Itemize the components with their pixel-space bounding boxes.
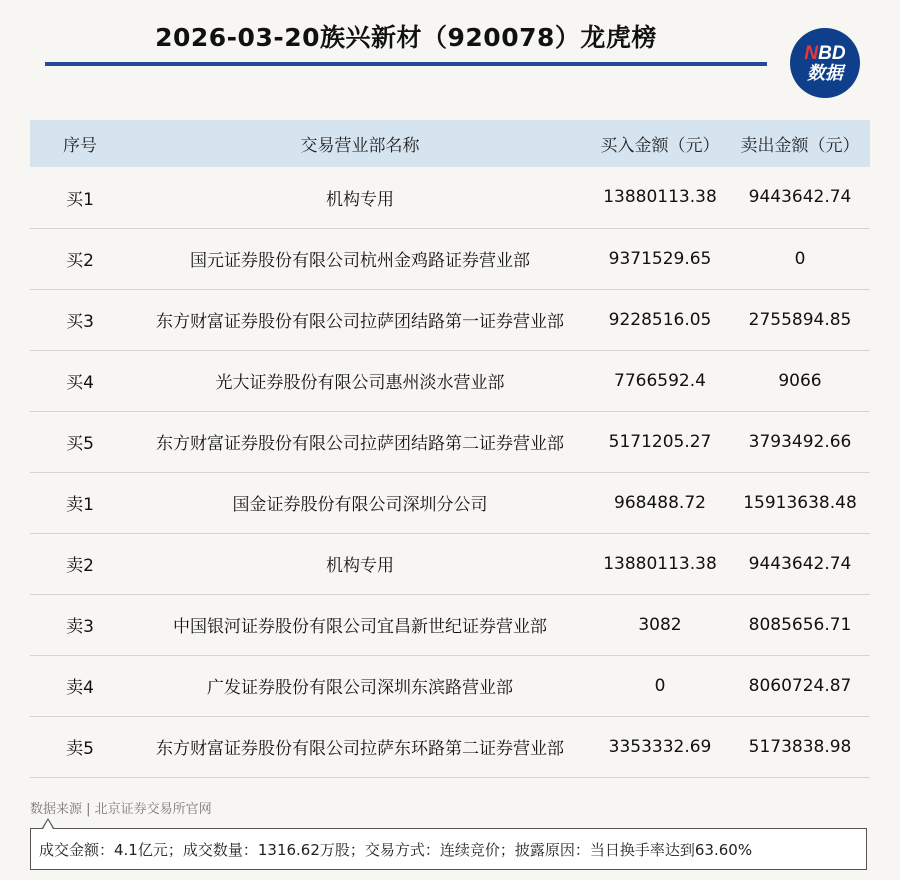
- title-underline: [45, 62, 767, 66]
- table-row: [30, 655, 870, 716]
- table-row: [30, 716, 870, 777]
- row-sell-amount: 9443642.74: [748, 187, 852, 208]
- table-row: [30, 411, 870, 472]
- row-branch-name: 光大证券股份有限公司惠州淡水营业部: [215, 373, 505, 393]
- row-branch-name: 中国银河证券股份有限公司宜昌新世纪证券营业部: [173, 617, 547, 637]
- row-index: 买3: [66, 312, 94, 332]
- logo-text-line1: [804, 44, 845, 63]
- row-index: 卖3: [66, 617, 94, 637]
- row-branch-name: 机构专用: [326, 556, 394, 576]
- row-index: 卖4: [66, 678, 94, 698]
- row-branch-name: 东方财富证券股份有限公司拉萨东环路第二证券营业部: [156, 739, 564, 759]
- table-row: [30, 289, 870, 350]
- row-index: 卖1: [66, 495, 94, 515]
- table-row: [30, 228, 870, 289]
- row-sell-amount: 0: [794, 248, 806, 269]
- data-source: 数据来源 | 北京证券交易所官网: [30, 802, 212, 817]
- row-branch-name: 东方财富证券股份有限公司拉萨团结路第二证券营业部: [156, 434, 564, 454]
- row-buy-amount: 3082: [638, 614, 682, 635]
- header-sell-amount: 卖出金额（元）: [740, 136, 860, 156]
- row-index: 买2: [66, 251, 94, 271]
- row-buy-amount: 7766592.4: [614, 370, 706, 391]
- row-sell-amount: 8085656.71: [748, 614, 852, 635]
- logo-text-line2: 数据: [807, 63, 843, 83]
- row-buy-amount: 9228516.05: [608, 309, 712, 330]
- header-branch-name: 交易营业部名称: [300, 136, 420, 156]
- table-row: [30, 594, 870, 655]
- row-branch-name: 国金证券股份有限公司深圳分公司: [232, 495, 488, 515]
- row-buy-amount: 3353332.69: [608, 736, 712, 757]
- row-buy-amount: 13880113.38: [603, 553, 717, 574]
- row-sell-amount: 2755894.85: [748, 309, 852, 330]
- row-buy-amount: 9371529.65: [608, 248, 712, 269]
- row-branch-name: 东方财富证券股份有限公司拉萨团结路第一证券营业部: [156, 312, 564, 332]
- row-sell-amount: 9443642.74: [748, 553, 852, 574]
- row-buy-amount: 13880113.38: [603, 187, 717, 208]
- row-branch-name: 机构专用: [326, 189, 394, 210]
- note-pointer-fill: [43, 820, 53, 829]
- row-index: 买5: [66, 434, 94, 454]
- nbd-logo: [790, 28, 860, 98]
- row-branch-name: 国元证券股份有限公司杭州金鸡路证券营业部: [190, 251, 530, 271]
- row-index: 买1: [66, 189, 94, 210]
- table-header-row: [30, 120, 870, 167]
- row-sell-amount: 8060724.87: [748, 675, 852, 696]
- row-buy-amount: 968488.72: [614, 492, 706, 513]
- row-branch-name: 广发证券股份有限公司深圳东滨路营业部: [207, 678, 513, 698]
- row-sell-amount: 15913638.48: [743, 492, 857, 513]
- table-row: [30, 350, 870, 411]
- row-index: 卖2: [66, 556, 94, 576]
- table-row: [30, 533, 870, 594]
- header-index: 序号: [63, 136, 97, 156]
- row-index: 卖5: [66, 739, 94, 759]
- dragon-tiger-table: [30, 120, 870, 778]
- row-buy-amount: 5171205.27: [608, 431, 712, 452]
- table-row: [30, 167, 870, 228]
- logo-n: N: [804, 43, 819, 64]
- header-buy-amount: 买入金额（元）: [600, 136, 720, 156]
- row-sell-amount: 3793492.66: [748, 431, 852, 452]
- table-row: [30, 472, 870, 533]
- logo-bd: BD: [818, 43, 846, 64]
- trade-summary-note: 成交金额：4.1亿元；成交数量：1316.62万股；交易方式：连续竞价；披露原因：当日换手率达到63.60%: [30, 828, 867, 870]
- row-buy-amount: 0: [654, 675, 666, 696]
- row-sell-amount: 5173838.98: [748, 736, 852, 757]
- page-title: 2026-03-20族兴新材（920078）龙虎榜: [155, 23, 657, 52]
- row-index: 买4: [66, 373, 94, 393]
- row-sell-amount: 9066: [778, 370, 822, 391]
